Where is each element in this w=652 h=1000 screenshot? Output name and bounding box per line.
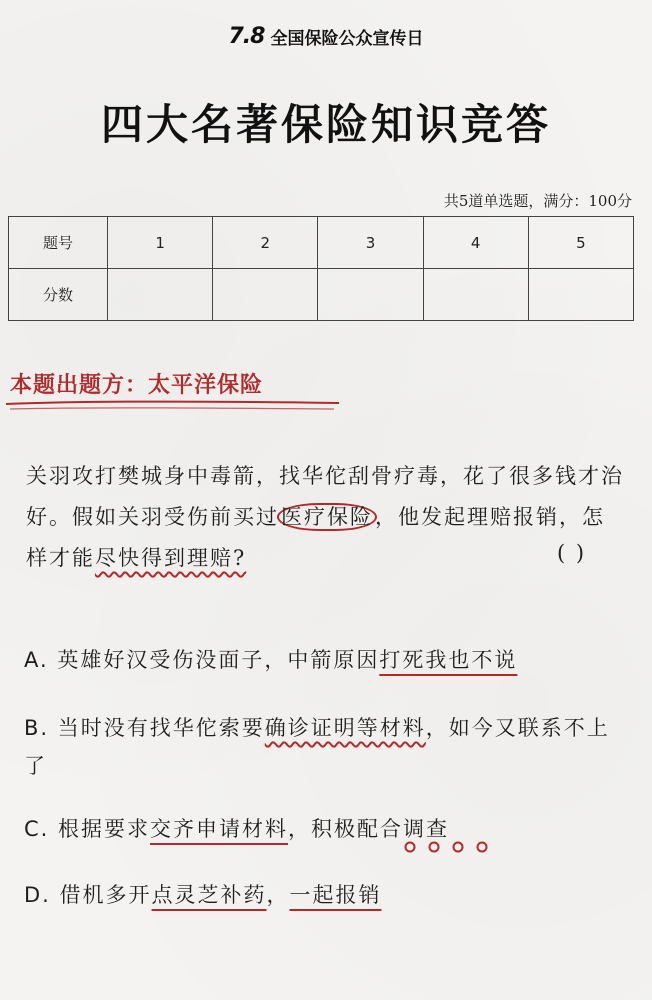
option-c-marked: 交齐申请材料 xyxy=(150,817,289,841)
option-c-text2: ，积极 xyxy=(288,817,358,841)
option-b-text: 当时没有找华佗索要 xyxy=(57,716,265,740)
issuer-section xyxy=(10,368,263,399)
score-row xyxy=(9,269,634,321)
option-d[interactable] xyxy=(24,876,624,914)
option-d-marked: 点灵芝补药 xyxy=(151,883,267,907)
quiz-meta: 共5道单选题，满分：100分 xyxy=(443,192,632,210)
brush-underline-icon xyxy=(4,398,344,414)
score-cell-4[interactable] xyxy=(423,269,528,321)
score-cell-3[interactable] xyxy=(318,269,423,321)
option-d-letter: D. xyxy=(24,883,51,907)
score-cell-1[interactable] xyxy=(108,269,213,321)
option-d-text2: ， xyxy=(266,883,290,907)
option-a-text: 英雄好汉受伤没面子，中箭原因 xyxy=(57,648,380,672)
option-c[interactable] xyxy=(24,810,624,848)
question-number-row xyxy=(9,217,634,269)
page-title: 四大名著保险知识竞答 xyxy=(100,100,551,149)
question-text xyxy=(26,456,626,579)
question-part1: 关羽攻打樊城身中毒箭，找华佗刮骨疗毒，花了很多钱才治好。假如关羽受伤前买过 xyxy=(26,464,624,529)
question-number-2: 2 xyxy=(213,217,318,269)
question-number-5: 5 xyxy=(528,217,633,269)
option-b[interactable] xyxy=(24,709,624,785)
option-b-marked: 确诊证明等材料 xyxy=(264,716,426,740)
option-d-text: 借机多开 xyxy=(59,883,152,907)
option-d-marked2: 一起报销 xyxy=(289,883,382,907)
question-number-1: 1 xyxy=(108,217,213,269)
question-part2: ，他发起理赔报销，怎样才能 xyxy=(26,505,605,570)
issuer-label: 本题出题方：太平洋保险 xyxy=(10,372,264,398)
score-cell-5[interactable] xyxy=(528,269,633,321)
row-label-score: 分数 xyxy=(9,269,108,321)
option-a[interactable] xyxy=(24,641,624,679)
option-a-marked: 打死我也不说 xyxy=(379,648,518,672)
logo-text: 全国保险公众宣传日 xyxy=(270,29,424,49)
option-b-text2: ，如今又联系不上了 xyxy=(24,716,610,778)
option-a-letter: A. xyxy=(24,648,49,672)
option-c-text: 根据要求 xyxy=(58,817,151,841)
score-cell-2[interactable] xyxy=(213,269,318,321)
question-number-4: 4 xyxy=(423,217,528,269)
question-circled-term: 医疗保险 xyxy=(277,503,377,531)
option-c-dotted: 配合调查 xyxy=(357,817,450,841)
score-table xyxy=(8,216,634,321)
answer-blank[interactable]: ( ) xyxy=(557,541,587,565)
logo-mark: 7.8 xyxy=(228,24,265,49)
option-b-letter: B. xyxy=(24,716,50,740)
campaign-logo xyxy=(0,24,652,49)
option-c-letter: C. xyxy=(24,817,50,841)
question-number-3: 3 xyxy=(318,217,423,269)
row-label-number: 题号 xyxy=(9,217,108,269)
question-wavy-term: 尽快得到理赔? xyxy=(95,546,247,570)
